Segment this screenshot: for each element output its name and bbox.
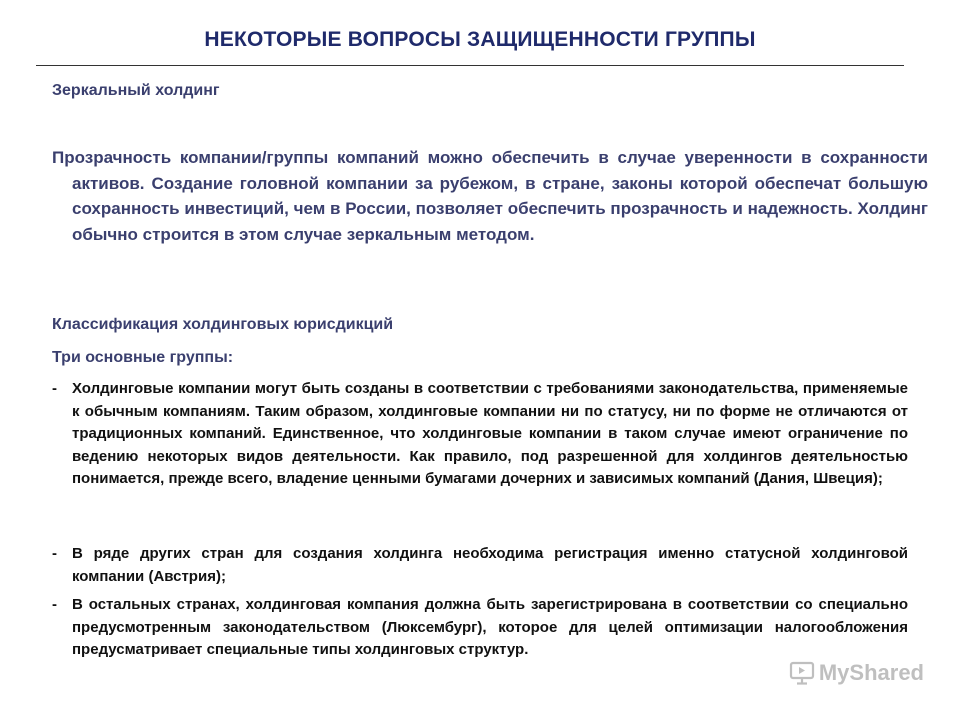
section-heading-mirror-holding: Зеркальный холдинг bbox=[52, 82, 220, 99]
section-subheading-groups: Три основные группы: bbox=[52, 349, 234, 366]
watermark-text: MyShared bbox=[818, 660, 924, 685]
list-item-text: В остальных странах, холдинговая компания должна быть зарегистрирована в соответствии со специально предусмотренным законодательством (Люксембург), которое для целей оптимизации налогообложения предусматривает специальные типы холдинговых структур. bbox=[72, 596, 908, 658]
list-marker: - bbox=[52, 545, 57, 562]
title-divider bbox=[36, 65, 904, 66]
list-marker: - bbox=[52, 380, 57, 397]
presentation-screen-icon bbox=[789, 660, 815, 686]
slide-title: НЕКОТОРЫЕ ВОПРОСЫ ЗАЩИЩЕННОСТИ ГРУППЫ bbox=[204, 28, 756, 51]
list-item bbox=[52, 543, 908, 588]
list-item bbox=[52, 594, 908, 662]
list-item bbox=[52, 378, 908, 491]
watermark bbox=[789, 660, 924, 686]
list-item-text: В ряде других стран для создания холдинга необходима регистрация именно статусной холдинговой компании (Австрия); bbox=[72, 545, 908, 585]
list-item-text: Холдинговые компании могут быть созданы в соответствии с требованиями законодательства, применяемые к обычным компаниям. Таким образом, холдинговые компании ни по статусу, ни по форме не отличаются от традиционных компаний. Единственное, что холдинговые компании в таком случае имеют ограничение по ведению некоторых видов деятельности. Как правило, под разрешенной для холдингов деятельностью понимается, прежде всего, владение ценными бумагами дочерних и зависимых компаний (Дания, Швеция); bbox=[72, 380, 908, 487]
section-heading-jurisdictions: Классификация холдинговых юрисдикций bbox=[52, 316, 394, 333]
mirror-holding-paragraph: Прозрачность компании/группы компаний можно обеспечить в случае уверенности в сохранности активов. Создание головной компании за рубежом, в стране, законы которой обеспечат большую сохранность инвестиций, чем в России, позволяет обеспечить прозрачность и надежность. Холдинг обычно строится в этом случае зеркальным методом. bbox=[52, 148, 928, 244]
list-marker: - bbox=[52, 596, 57, 613]
